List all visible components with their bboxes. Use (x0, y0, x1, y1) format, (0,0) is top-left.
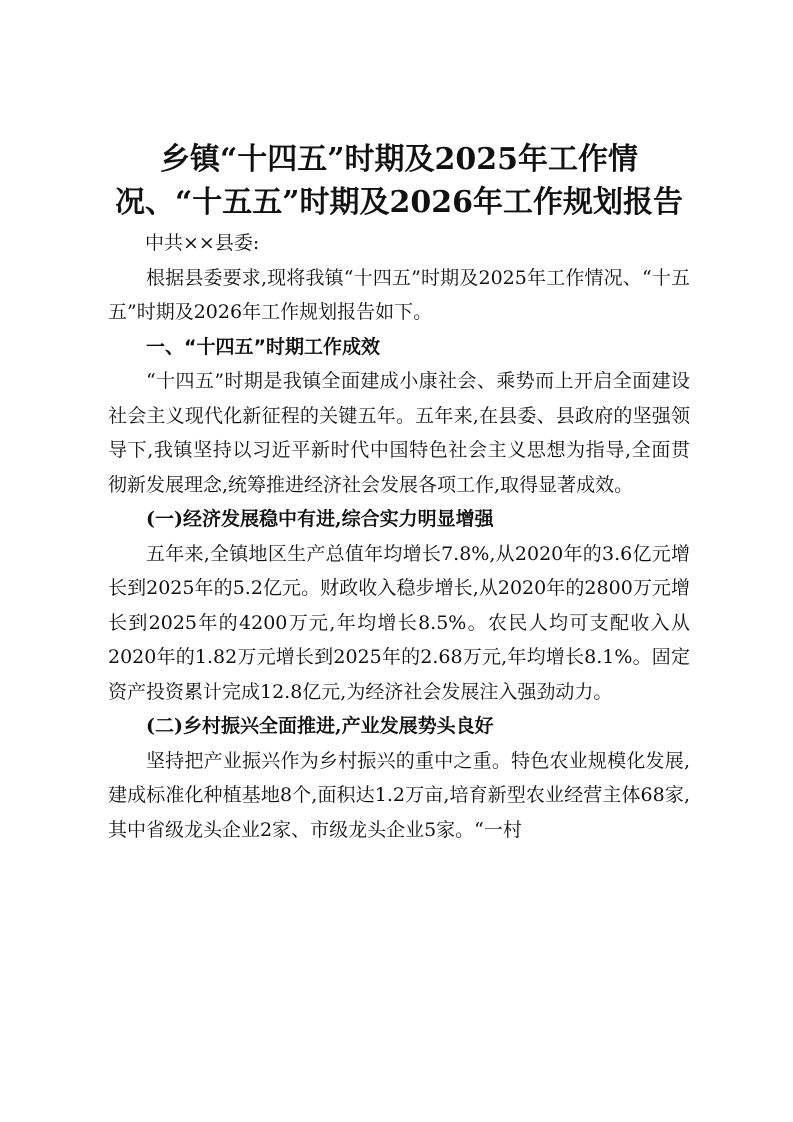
document-title: 乡镇“十四五”时期及2025年工作情况、“十五五”时期及2026年工作规划报告 (114, 142, 683, 220)
subsection-economy-paragraph: 五年来,全镇地区生产总值年均增长7.8%,从2020年的3.6亿元增长到2025年的5.2亿元。财政收入稳步增长,从2020年的2800万元增长到2025年的4200万元,年均增长8.5%。农民人均可支配收入从2020年的1.82万元增长到2025年的2.68万元,年均增长8.1%。固定资产投资累计完成12.8亿元,为经济社会发展注入强劲动力。 (108, 542, 690, 703)
subsection-heading-rural-revitalization: (二)乡村振兴全面推进,产业发展势头良好 (146, 715, 494, 737)
section-achievements-paragraph: “十四五”时期是我镇全面建成小康社会、乘势而上开启全面建设社会主义现代化新征程的关键五年。五年来,在县委、县政府的坚强领导下,我镇坚持以习近平新时代中国特色社会主义思想为指导,全面贯彻新发展理念,统筹推进经济社会发展各项工作,取得显著成效。 (108, 370, 690, 496)
section-heading-achievements: 一、“十四五”时期工作成效 (146, 335, 380, 358)
salutation: 中共××县委: (145, 232, 260, 254)
subsection-heading-economy: (一)经济发展稳中有进,综合实力明显增强 (146, 508, 494, 530)
intro-paragraph: 根据县委要求,现将我镇“十四五”时期及2025年工作情况、“十五五”时期及2026年工作规划报告如下。 (108, 266, 690, 323)
subsection-rural-paragraph: 坚持把产业振兴作为乡村振兴的重中之重。特色农业规模化发展,建成标准化种植基地8个,面积达1.2万亩,培育新型农业经营主体68家,其中省级龙头企业2家、市级龙头企业5家。“一村 (108, 749, 690, 841)
document-page (108, 138, 690, 847)
